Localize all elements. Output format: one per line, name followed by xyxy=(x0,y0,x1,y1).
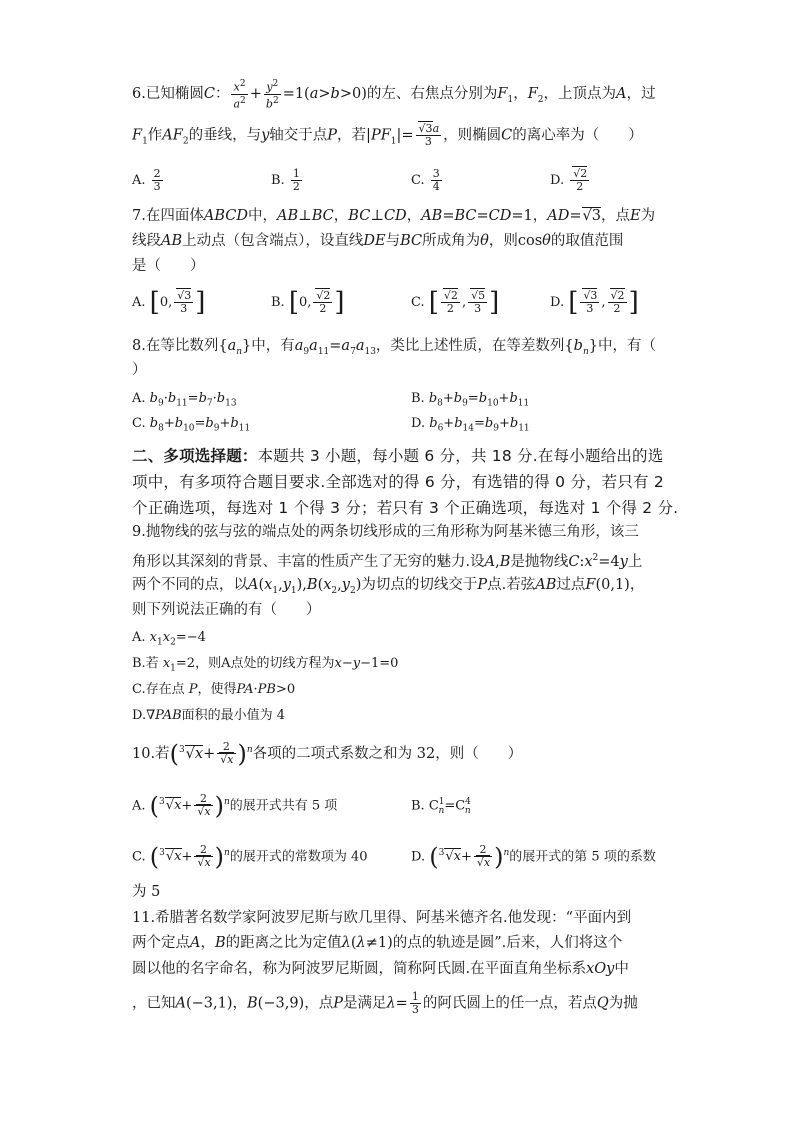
q8-option-d[interactable]: D. $b_6+b_{14}=b_9+b_{11}$ xyxy=(411,416,530,434)
q9-option-b[interactable]: B.若 $x_1=2$，则A点处的切线方程为x−y−1=0 xyxy=(132,656,399,674)
q9-line2: 角形以其深刻的背景、丰富的性质产生了无穷的魅力.设A,B是抛物线$C:x^2=4y$上 xyxy=(132,553,643,570)
q11-line3: 圆以他的名字命名，称为阿波罗尼斯圆，简称阿氏圆.在平面直角坐标系xOy中 xyxy=(132,961,629,977)
q8-option-b[interactable]: B. $b_8+b_9=b_{10}+b_{11}$ xyxy=(411,391,530,409)
q7-option-a[interactable]: A. [0, $\frac{√3}{3}$ ] xyxy=(132,287,206,318)
q9-line1: 9.抛物线的弦与弦的端点处的两条切线形成的三角形称为阿基米德三角形，该三 xyxy=(132,524,639,540)
q6-option-a[interactable]: A. $\frac{2}{3}$ xyxy=(132,167,161,193)
q7-line3: 是（ ） xyxy=(132,258,205,274)
q8-option-a[interactable]: A. $b_9\cdot b_{11}=b_7\cdot b_{13}$ xyxy=(132,391,237,409)
q9-line4: 则下列说法正确的有（ ） xyxy=(132,602,321,618)
q10-line-end: 为 5 xyxy=(132,884,161,900)
q11-line4: ，已知A(−3,1)，B(−3,9)，点P是满足λ= $\frac{1}{3}$ 的阿氏圆上的任一点，若点Q为抛 xyxy=(132,990,638,1016)
q7-line1: 7.在四面体ABCD中，AB⊥BC，BC⊥CD，AB=BC=CD=1，AD=√3，点E为 xyxy=(132,208,656,224)
q7-option-d[interactable]: D. [ $\frac{√3}{3}$ , $\frac{√2}{2}$ ] xyxy=(550,287,639,318)
q11-line2: 两个定点A，B的距离之比为定值λ(λ≠1)的点的轨迹是圆”.后来，人们将这个 xyxy=(132,935,623,951)
section2-title: 二、多项选择题： xyxy=(132,447,258,465)
section2-line3: 个正确选项，每选对 1 个得 3 分；若只有 3 个正确选项，每选对 1 个得 2 分. xyxy=(132,499,679,517)
q8-option-c[interactable]: C. $b_8+b_{10}=b_9+b_{11}$ xyxy=(132,416,251,434)
q10-option-a[interactable]: A. ($^3$√x+ $\frac{2}{√x}$ )$^n$的展开式共有 5 项 xyxy=(132,791,338,820)
q7-line2: 线段AB上动点（包含端点），设直线DE与BC所成角为θ，则cosθ的取值范围 xyxy=(132,233,624,249)
q6-line2: $F_1$作$AF_2$的垂线，与y轴交于点P，若$|PF_1|=$ $\frac{√3a}{3}$ ，则椭圆C的离心率为（ ） xyxy=(132,122,643,148)
q8-line2: ） xyxy=(132,362,147,378)
q8-line1: 8.在等比数列$\{a_n\}$中，有$a_9a_{11}=a_7a_{13}$，类比上述性质，在等差数列$\{b_n\}$中，有（ xyxy=(132,338,656,357)
q9-option-a[interactable]: A. $x_1x_2=-4$ xyxy=(132,630,206,648)
q9-option-c[interactable]: C.存在点 P，使得PA·PB>0 xyxy=(132,682,296,697)
q6-line1: 6.已知椭圆C： $\frac{x^2}{a^2}$ + $\frac{y^2}{b^2}$ =1(a>b>0)的左、右焦点分别为$F_1$，$F_2$，上顶点为A，过 xyxy=(132,79,656,111)
q6-option-b[interactable]: B. $\frac{1}{2}$ xyxy=(271,167,300,193)
section2-line2: 项中，有多项符合题目要求.全部选对的得 6 分，有选错的得 0 分，若只有 2 xyxy=(132,473,664,491)
q11-line1: 11.希腊著名数学家阿波罗尼斯与欧几里得、阿基米德齐名.他发现：“平面内到 xyxy=(132,910,632,926)
q6-option-c[interactable]: C. $\frac{3}{4}$ xyxy=(411,167,440,193)
q7-option-c[interactable]: C. [ $\frac{√2}{2}$ , $\frac{√5}{3}$ ] xyxy=(411,287,500,318)
q9-option-d[interactable]: D.∇PAB面积的最小值为 4 xyxy=(132,708,286,723)
q10-option-d[interactable]: D. ($^3$√x+ $\frac{2}{√x}$ )$^n$的展开式的第 5 项的系数 xyxy=(411,842,656,871)
section2-line1: 二、多项选择题：本题共 3 小题，每小题 6 分，共 18 分.在每小题给出的选 xyxy=(132,447,664,465)
q6-option-d[interactable]: D. $\frac{√2}{2}$ xyxy=(550,167,588,193)
q10-option-c[interactable]: C. ($^3$√x+ $\frac{2}{√x}$ )$^n$的展开式的常数项为 40 xyxy=(132,842,368,871)
q9-line3: 两个不同的点，以$A(x_1,y_1),B(x_2,y_2)$为切点的切线交于P点.若弦AB过点F(0,1)， xyxy=(132,577,645,596)
q7-option-b[interactable]: B. [0, $\frac{√2}{2}$ ] xyxy=(271,287,345,318)
q10-option-b[interactable]: B. $C^1_n=C^4_n$ xyxy=(411,797,471,816)
q10-line1: 10.若($^3$√x+ $\frac{2}{√x}$ )$^n$各项的二项式系数之和为 32，则（ ） xyxy=(132,739,523,768)
